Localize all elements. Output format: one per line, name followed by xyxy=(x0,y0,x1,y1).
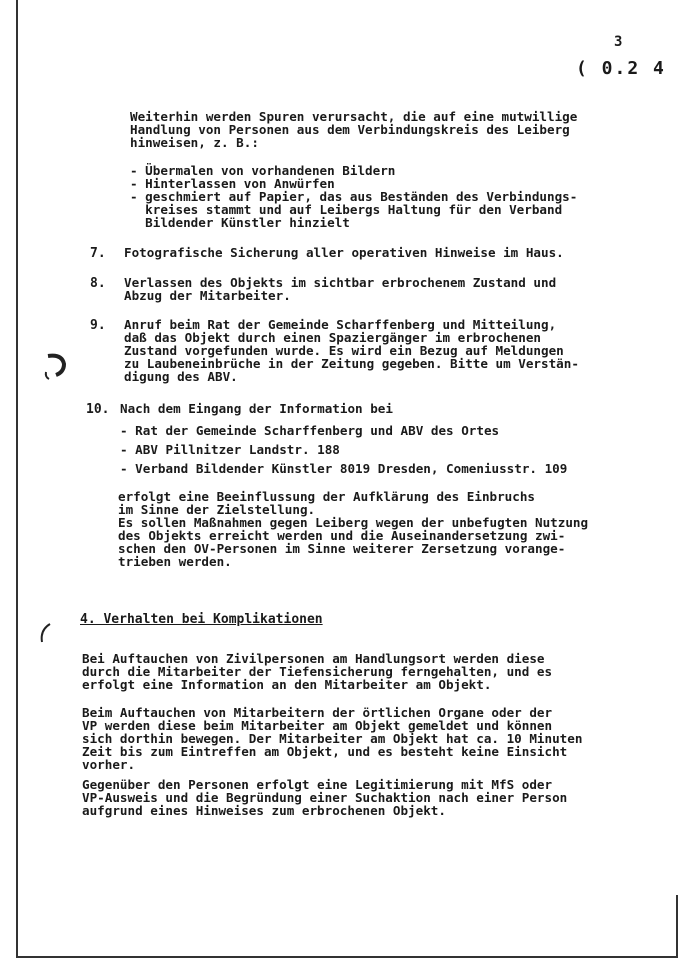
item-number: 8. xyxy=(90,276,106,291)
intro-line: Weiterhin werden Spuren verursacht, die auf eine mutwillige xyxy=(130,109,578,124)
section-heading: 4. Verhalten bei Komplikationen xyxy=(80,612,323,627)
item10-bullet: - Rat der Gemeinde Scharffenberg und ABV des Ortes xyxy=(120,423,500,438)
punch-hole-mark xyxy=(40,350,70,380)
item10-follow: erfolgt eine Beeinflussung der Aufklärung des Einbruchs xyxy=(118,489,536,504)
page-border-left xyxy=(16,0,18,958)
paragraph-line: durch die Mitarbeiter der Tiefensicherung ferngehalten, und es xyxy=(82,664,553,679)
item10-follow: trieben werden. xyxy=(118,554,232,569)
item-line: zu Laubeneinbrüche in der Zeitung gegeben. Bitte um Verstän- xyxy=(124,356,579,371)
bullet-line: kreises stammt und auf Leibergs Haltung für den Verband xyxy=(130,202,563,217)
item10-follow: Es sollen Maßnahmen gegen Leiberg wegen der unbefugten Nutzung xyxy=(118,515,589,530)
item-line: Fotografische Sicherung aller operativen Hinweise im Haus. xyxy=(124,245,564,260)
paragraph-line: Bei Auftauchen von Zivilpersonen am Handlungsort werden diese xyxy=(82,651,545,666)
item-number: 10. xyxy=(86,402,110,417)
item10-follow: schen den OV-Personen im Sinne weiterer Zersetzung vorange- xyxy=(118,541,566,556)
item-line: Anruf beim Rat der Gemeinde Scharffenberg und Mitteilung, xyxy=(124,317,557,332)
item-line: digung des ABV. xyxy=(124,369,238,384)
archive-reference: ( 0.2 4 xyxy=(576,58,666,79)
item-line: daß das Objekt durch einen Spaziergänger im erbrochenen xyxy=(124,330,542,345)
item-number: 9. xyxy=(90,318,106,333)
item10-follow: des Objekts erreicht werden und die Auseinandersetzung zwi- xyxy=(118,528,566,543)
item10-bullet: - Verband Bildender Künstler 8019 Dresden, Comeniusstr. 109 xyxy=(120,461,568,476)
intro-line: hinweisen, z. B.: xyxy=(130,135,259,150)
item-line: Abzug der Mitarbeiter. xyxy=(124,288,291,303)
page-number: 3 xyxy=(614,34,623,50)
item-number: 7. xyxy=(90,246,106,261)
paragraph-line: VP-Ausweis und die Begründung einer Suchaktion nach einer Person xyxy=(82,790,568,805)
paragraph-line: aufgrund eines Hinweises zum erbrochenen Objekt. xyxy=(82,803,446,818)
paragraph-line: vorher. xyxy=(82,757,136,772)
bullet-line: - Übermalen von vorhandenen Bildern xyxy=(130,163,396,178)
paragraph-line: erfolgt eine Information an den Mitarbeiter am Objekt. xyxy=(82,677,492,692)
paragraph-line: sich dorthin bewegen. Der Mitarbeiter am Objekt hat ca. 10 Minuten xyxy=(82,731,583,746)
intro-line: Handlung von Personen aus dem Verbindungskreis des Leiberg xyxy=(130,122,570,137)
bullet-line: - geschmiert auf Papier, das aus Beständen des Verbindungs- xyxy=(130,189,578,204)
page-border-bottom xyxy=(16,956,678,958)
paragraph-line: Zeit bis zum Eintreffen am Objekt, und es besteht keine Einsicht xyxy=(82,744,568,759)
punch-hole-mark xyxy=(36,620,60,650)
item10-follow: im Sinne der Zielstellung. xyxy=(118,502,316,517)
bullet-line: - Hinterlassen von Anwürfen xyxy=(130,176,335,191)
paragraph-line: VP werden diese beim Mitarbeiter am Objekt gemeldet und können xyxy=(82,718,553,733)
item-line: Zustand vorgefunden wurde. Es wird ein Bezug auf Meldungen xyxy=(124,343,564,358)
paragraph-line: Gegenüber den Personen erfolgt eine Legitimierung mit MfS oder xyxy=(82,777,553,792)
paragraph-line: Beim Auftauchen von Mitarbeitern der örtlichen Organe oder der xyxy=(82,705,553,720)
page-border-right xyxy=(676,895,678,957)
item-line: Verlassen des Objekts im sichtbar erbrochenem Zustand und xyxy=(124,275,557,290)
item10-bullet: - ABV Pillnitzer Landstr. 188 xyxy=(120,442,340,457)
item-line: Nach dem Eingang der Information bei xyxy=(120,401,393,416)
bullet-line: Bildender Künstler hinzielt xyxy=(130,215,350,230)
